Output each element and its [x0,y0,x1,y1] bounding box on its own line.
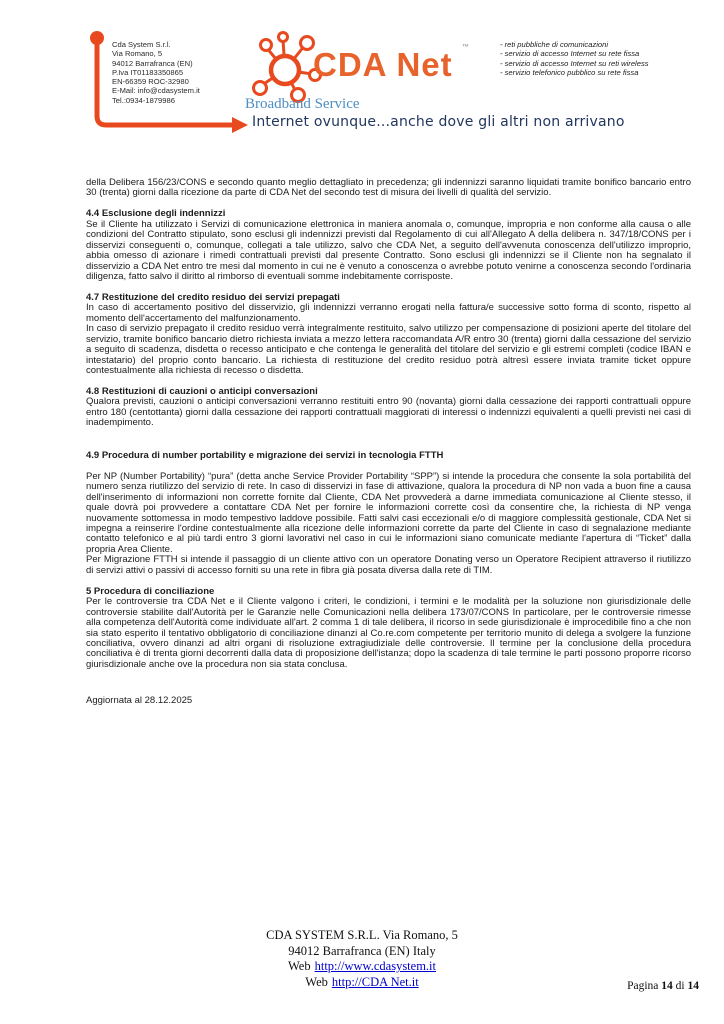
page-total: 14 [687,980,699,992]
company-city: 94012 Barrafranca (EN) [112,58,193,68]
footer-web-line [0,959,724,975]
page-footer [0,928,724,990]
section-4-8 [86,387,691,429]
section-4-8-title: 4.8 Restituzioni di cauzioni o anticipi conversazioni [86,386,318,398]
section-4-7-title: 4.7 Restituzione del credito residuo dei servizi prepagati [86,291,340,303]
intro-paragraph: della Delibera 156/23/CONS e secondo quanto meglio dettagliato in precedenza; gli indennizzi saranno liquidati tramite bonifico bancario entro 30 (trenta) giorni dalla ricezione da parte di CDA Net del secondo test di misura dei livelli di qualità del servizio. [86,177,691,199]
service-item: - servizio di accesso Internet su rete fissa [500,49,640,59]
section-4-4-title: 4.4 Esclusione degli indennizzi [86,208,226,220]
company-street: Via Romano, 5 [112,49,163,59]
section-4-7-paragraph: In caso di servizio prepagato il credito residuo verrà integralmente restituito, salvo utilizzo per compensazione di posizioni aperte del titolare del servizio, tramite bonifico bancario dietro richiesta inviata a mezzo lettera raccomandata A/R entro 30 (trenta) giorni dalla cessazione del servizio a seguito di scadenza, disdetta o recesso anticipato e che contenga le generalità del titolare del servizio e gli estremi completi (codice IBAN e intestatario) del proprio conto bancario. La richiesta di restituzione del credito residuo potrà altresì essere inviata tramite ticket oppure contestualmente alla richiesta di recesso o disdetta. [86,323,691,377]
section-4-7-paragraph: In caso di accertamento positivo del disservizio, gli indennizzi verranno erogati nella fattura/e successive sotto forma di sconto, rispetto al momento dell'accertamento del malfunzionamento. [86,302,691,324]
footer-web-line [0,975,724,991]
company-info-block [112,40,200,105]
page-current: 14 [661,980,673,992]
section-4-4 [86,209,691,282]
page-label: Pagina [627,980,659,992]
company-phone: Tel.:0934-1879986 [112,95,175,105]
company-piva: P.Iva IT01183350865 [112,67,184,77]
updated-date: Aggiornata al 28.12.2025 [86,695,193,707]
section-5-title: 5 Procedura di conciliazione [86,585,215,597]
company-email: E-Mail: info@cdasystem.it [112,86,200,96]
logo-wordmark: CDA Net [313,46,453,83]
service-item: - servizio di accesso Internet su reti wireless [500,58,649,68]
page-number [627,980,699,992]
service-item: - reti pubbliche di comunicazioni [500,40,609,49]
cdanet-link[interactable]: http://CDA Net.it [331,974,419,989]
section-5-paragraph: Per le controversie tra CDA Net e il Cliente valgono i criteri, le condizioni, i termini e le modalità per la soluzione non giurisdizionale delle controversie stabilite dall'Autorità per le Garanzie nelle Comunicazioni nella delibera 173/07/CONS In particolare, per le controversie rimesse alla competenza dell'Autorità come individuate all'art. 2 comma 1 di tale delibera, il ricorso in sede giurisdizionale è improcedibile fino a che non sia stato esperito il tentativo obbligatorio di conciliazione dinanzi al Co.re.com competente per territorio munito di delega a svolgere la funzione conciliativa, ovvero dinanzi ad altri organi di risoluzione extragiudiziale delle controversie. Il termine per la conclusione della procedura conciliativa è di trenta giorni decorrenti dalla data di proposizione dell'istanza; dopo la scadenza di tale termine le parti possono proporre ricorso giurisdizionale anche ove la procedura non sia stata conclusa. [86,596,691,670]
web-label: Web [287,959,311,973]
section-4-4-paragraph: Se il Cliente ha utilizzato i Servizi di comunicazione elettronica in maniera anomala o, comunque, impropria e non conforme alla causa o alle condizioni del Contratto stipulato, sono esclusi gli indennizzi previsti dal Regolamento di cui all'Allegato A della delibera n. 347/18/CONS per i disservizi conseguenti o, comunque, collegati a tale utilizzo, salvo che CDA Net, a seguito dell'avvenuta conoscenza dell'utilizzo improprio, abbia omesso di azionare i rimedi contrattuali previsti dal presente Contratto. Sono esclusi gli indennizzi se il Cliente non ha segnalato il disservizio a CDA Net entro tre mesi dal momento in cui ne è venuto a conoscenza o avrebbe potuto venirne a conoscenza secondo l'ordinaria diligenza, fatto salvo il diritto al rimborso di eventuali somme indebitamente corrisposte. [86,218,691,283]
web-label: Web [305,974,328,989]
cdasystem-link[interactable]: http://www.cdasystem.it [314,959,436,973]
section-4-9-paragraph: Per NP (Number Portability) “pura” (detta anche Service Provider Portability “SPP”) si intende la procedura che consente la sola portabilità del numero senza riutilizzo del servizio di rete. In caso di disservizi in fase di attivazione, qualora la procedura di NP non vada a buon fine a causa dell'inserimento di informazioni non corrette fornite dal Cliente, CDA Net provvederà a darne immediata comunicazione al Cliente stesso, il quale dovrà poi provvedere a contattare CDA Net per fornire le informazioni corrette così da consentire che, la richiesta di NP venga nuovamente sottomessa in modo tempestivo laddove possibile. Fatti salvi casi eccezionali e/o di maggiore complessità gestionale, CDA Net si impegna a reinserire l'ordine contestualmente alla ricezione delle informazioni corrette da parte del Cliente in caso di segnalazione mediante contatto telefonico e al più tardi entro 3 giorni lavorativi nel caso in cui le informazioni siano comunicate mediante l'apertura di “Ticket” dalla propria Area Cliente. [86,470,691,555]
section-4-9-paragraph: Per Migrazione FTTH si intende il passaggio di un cliente attivo con un operatore Donating verso un Operatore Recipient attraverso il riutilizzo di servizi attivi o passivi di accesso forniti su una rete in fibra già posata diversa dalla rete di TIM. [86,554,691,576]
logo-tagline: Internet ovunque...anche dove gli altri non arrivano [252,114,625,130]
page-of-label: di [675,980,685,992]
trademark-symbol: ™ [462,44,469,51]
footer-company-line: CDA SYSTEM S.R.L. Via Romano, 5 [266,928,458,942]
footer-address-line: 94012 Barrafranca (EN) Italy [288,943,436,958]
section-5 [86,587,691,671]
logo-subtitle: Broadband Service [245,96,360,112]
section-4-9-title: 4.9 Procedura di number portability e migrazione dei servizi in tecnologia FTTH [86,449,444,461]
company-roc: EN-66359 ROC-32980 [112,77,189,87]
section-4-8-paragraph: Qualora previsti, cauzioni o anticipi conversazioni verranno restituiti entro 90 (novanta) giorni dalla cessazione dei rapporti contrattuali oppure entro 180 (centottanta) giorni dalla cessazione dei rapporti contrattuali maggiorati di interessi o indennizzi equivalenti a quelli previsti nei casi di inadempimento. [86,396,691,429]
company-name: Cda System S.r.l. [112,40,171,49]
section-4-7 [86,293,691,377]
service-item: - servizio telefonico pubblico su rete fissa [500,68,639,78]
document-body [86,178,691,707]
section-4-9 [86,451,691,576]
services-list [500,40,649,78]
